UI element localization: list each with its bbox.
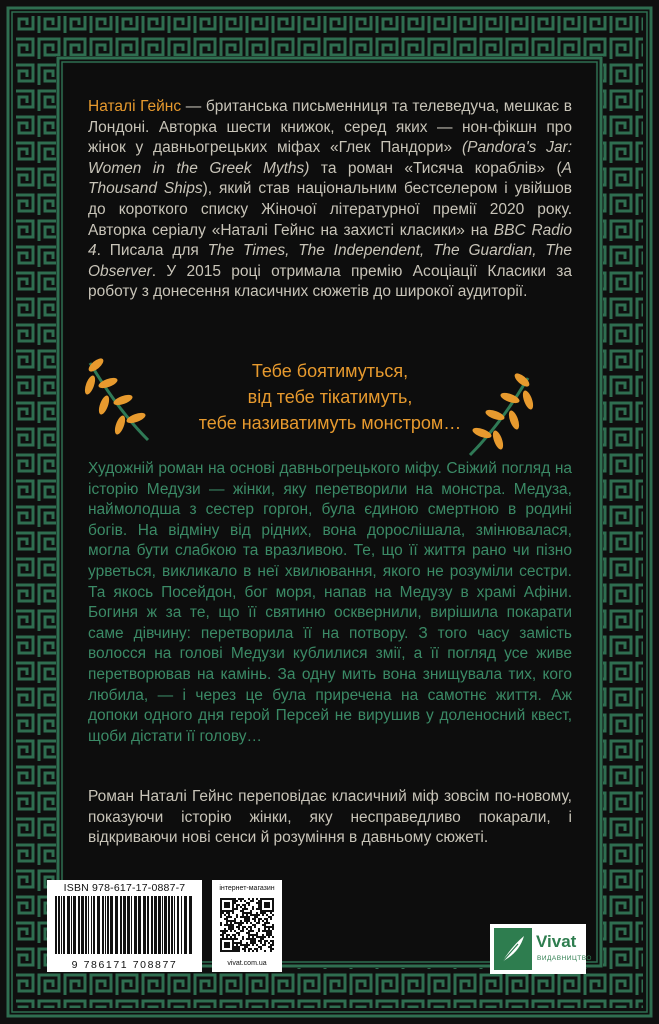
bio-pandora-title: (Pandora's Jar: Women in the Greek Myths) bbox=[88, 139, 573, 177]
bio-text-1: — британська письменниця та телеведуча, мешкає в Лондоні. Авторка шести книжок, серед яких — нон-фікшн про жінок у давньогрецьких міфах «Глек Пандори» bbox=[88, 98, 572, 157]
bio-ships-title: A Thousand Ships bbox=[88, 159, 573, 198]
bio-text-3: ), який став національним бестселером і увійшов до короткого списку Жіночої літературної премії 2020 року. Авторка серіалу «Наталі Гейнс на захисті класики» на bbox=[88, 180, 572, 239]
bio-text-4: . Писала для bbox=[96, 242, 208, 260]
quote-line-2: від тебе тікатимуть, bbox=[247, 387, 413, 407]
isbn-barcode bbox=[47, 880, 202, 972]
barcode-icon bbox=[53, 896, 196, 956]
publisher-subtitle: ВИДАВНИЦТВО bbox=[537, 955, 592, 962]
barcode-number: 9 786171 708877 bbox=[71, 959, 178, 971]
bio-radio: BBC Radio 4 bbox=[88, 221, 572, 260]
quote-line-1: Тебе боятимуться, bbox=[251, 361, 409, 381]
publisher-name: Vivat bbox=[536, 932, 577, 951]
qr-url: vivat.com.ua bbox=[227, 960, 267, 967]
isbn-label: ISBN 978-617-17-0887-7 bbox=[63, 882, 186, 894]
qr-code-icon bbox=[220, 898, 274, 952]
bio-text-5: . У 2015 році отримала премію Асоціації Класики за роботу з донесення класичних сюжетів до широкої аудиторії. bbox=[88, 262, 572, 301]
author-bio bbox=[88, 97, 572, 303]
qr-label: інтернет-магазин bbox=[219, 885, 275, 892]
synopsis-text: Художній роман на основі давньогрецького міфу. Свіжий погляд на історію Медузи — жінки, яку перетворили на монстра. Медуза, наймолодша з сестер горгон, була єдиною смертною в родині богів. На відміну від рідних, вона дорослішала, змінювалася, могла бути слабкою та вразливою. Те, що її життя рано чи пізно урветься, викликало в неї хвилювання, якого не розуміли сестри. Та якось Посейдон, бог моря, напав на Медузу в храмі Афіни. Богиня ж за те, що її святиню осквернили, вирішила покарати саме дівчину: перетворила її на потвору. З того часу замість волосся на голові Медузи кублилися змії, а її погляд усе живе перетворював на камінь. За одну мить вона знищувала тих, кого любила, — і через це була приречена на самотнє життя. Аж допоки одного дня герой Персей не вирушив у доленосний квест, щоби дістати її голову… bbox=[88, 460, 572, 745]
bio-newspapers: The Times, The Independent, The Guardian, The Observer bbox=[88, 242, 572, 280]
publisher-logo bbox=[490, 924, 592, 974]
quote-line-3: тебе називатимуть монстром… bbox=[198, 413, 462, 433]
vivat-feather-icon bbox=[494, 928, 532, 970]
author-name: Наталі Гейнс bbox=[88, 98, 182, 115]
closing-text: Роман Наталі Гейнс переповідає класичний міф зовсім по-новому, показуючи історію жінки, яку несправедливо покарали, і відкриваючи нові сенси й розуміння в давньому сюжеті. bbox=[88, 788, 572, 847]
tagline-quote bbox=[140, 358, 520, 436]
qr-code-block bbox=[212, 880, 282, 972]
bio-text-2: та роман «Тисяча кораблів» ( bbox=[309, 159, 562, 177]
